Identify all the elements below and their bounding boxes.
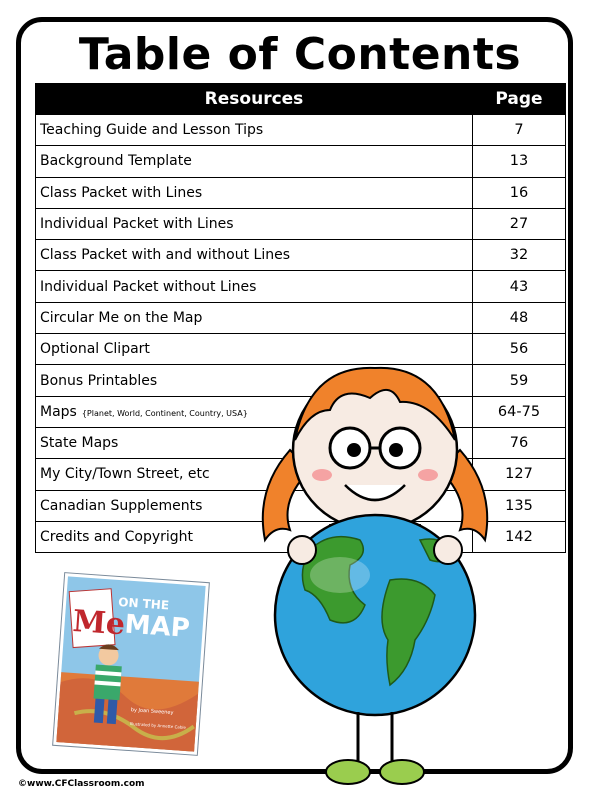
table-row: [36, 302, 566, 333]
book-title-on-the: ON THE: [117, 594, 170, 613]
table-header-row: [36, 84, 566, 115]
page-number-cell: 64-75: [473, 396, 566, 427]
page-number-cell: 7: [473, 115, 566, 146]
resource-label: Individual Packet without Lines: [40, 278, 257, 295]
page-number-cell: 135: [473, 490, 566, 521]
resource-cell: [36, 271, 473, 302]
resource-label: Circular Me on the Map: [40, 309, 203, 326]
page-number-cell: 142: [473, 521, 566, 552]
header-resources: Resources: [36, 84, 473, 115]
book-cover-image: [52, 572, 210, 756]
resource-cell: [36, 240, 473, 271]
resource-label: Class Packet with Lines: [40, 184, 203, 201]
girl-with-globe-image: [250, 340, 500, 790]
copyright-text: ©www.CFClassroom.com: [18, 779, 145, 789]
book-title-map: MAP: [123, 609, 191, 644]
table-row: [36, 115, 566, 146]
resource-label: Background Template: [40, 153, 192, 170]
table-row: [36, 177, 566, 208]
resource-label: Teaching Guide and Lesson Tips: [40, 122, 264, 139]
page-number-cell: 32: [473, 240, 566, 271]
resource-label: Maps: [40, 403, 77, 420]
resource-cell: [36, 302, 473, 333]
table-row: [36, 271, 566, 302]
resource-label: My City/Town Street, etc: [40, 466, 210, 483]
page-number-cell: 43: [473, 271, 566, 302]
page-number-cell: 127: [473, 459, 566, 490]
book-illustrator: Illustrated by Annette Cable: [129, 721, 187, 730]
page-number-cell: 59: [473, 365, 566, 396]
resource-sublabel: {Planet, World, Continent, Country, USA}: [81, 408, 248, 418]
page-number-cell: 13: [473, 146, 566, 177]
page-number-cell: 48: [473, 302, 566, 333]
table-row: [36, 146, 566, 177]
page-number-cell: 16: [473, 177, 566, 208]
table-row: [36, 240, 566, 271]
resource-label: Canadian Supplements: [40, 497, 203, 514]
resource-label: Optional Clipart: [40, 341, 150, 358]
table-row: [36, 208, 566, 239]
book-author: by Joan Sweeney: [130, 707, 174, 717]
resource-label: Class Packet with and without Lines: [40, 247, 291, 264]
page-number-cell: 56: [473, 334, 566, 365]
resource-label: Bonus Printables: [40, 372, 158, 389]
resource-label: Individual Packet with Lines: [40, 216, 234, 233]
resource-label: Credits and Copyright: [40, 529, 194, 545]
book-title-me: Me: [71, 603, 127, 643]
resource-cell: [36, 115, 473, 146]
page-number-cell: 27: [473, 208, 566, 239]
page-number-cell: 76: [473, 427, 566, 458]
resource-label: State Maps: [40, 435, 119, 452]
resource-cell: [36, 177, 473, 208]
page-title: Table of Contents: [78, 29, 522, 80]
resource-cell: [36, 146, 473, 177]
resource-cell: [36, 208, 473, 239]
header-page: Page: [473, 84, 566, 115]
